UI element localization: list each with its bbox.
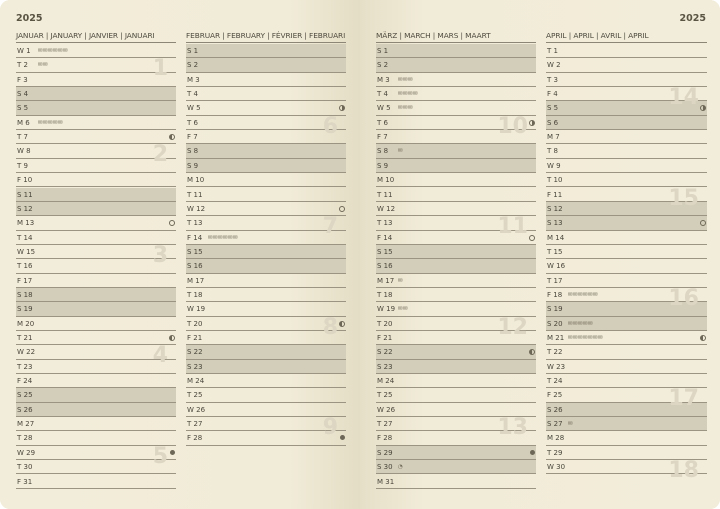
day-label: W 23 <box>547 362 566 371</box>
day-row <box>546 245 707 259</box>
day-row <box>546 259 707 273</box>
day-label: S 13 <box>547 219 563 228</box>
day-row <box>376 87 536 101</box>
day-label: S 15 <box>377 247 393 256</box>
day-label: F 14 <box>377 233 393 242</box>
day-row <box>16 188 176 202</box>
day-row <box>186 245 346 259</box>
day-label: T 23 <box>17 362 33 371</box>
day-label: M 6 <box>17 118 30 127</box>
day-label: F 4 <box>547 90 558 99</box>
day-label: W 12 <box>187 204 206 213</box>
day-label: T 7 <box>17 133 28 142</box>
holiday-markers: ✉✉✉✉✉✉ <box>568 291 599 298</box>
day-row <box>186 288 346 302</box>
day-row <box>376 173 536 187</box>
moon-phase-icon <box>169 134 175 140</box>
day-label: F 17 <box>17 276 33 285</box>
day-row <box>376 446 536 460</box>
day-label: S 26 <box>547 405 563 414</box>
day-label: M 13 <box>17 219 35 228</box>
day-row <box>546 331 707 345</box>
day-label: S 15 <box>187 247 203 256</box>
day-row <box>376 188 536 202</box>
day-label: W 30 <box>547 463 566 472</box>
day-label: S 26 <box>17 405 33 414</box>
day-label: W 19 <box>377 305 396 314</box>
day-row <box>546 216 707 230</box>
day-row <box>376 58 536 72</box>
week-number: 4 <box>152 343 168 369</box>
moon-phase-icon <box>529 235 535 241</box>
day-label: T 13 <box>377 219 393 228</box>
day-row <box>376 259 536 273</box>
moon-phase-icon <box>170 450 175 455</box>
moon-phase-icon <box>530 450 535 455</box>
holiday-markers: ✉✉ <box>38 62 49 69</box>
day-row <box>186 188 346 202</box>
day-label: T 13 <box>187 219 203 228</box>
holiday-markers: ✉✉✉✉✉ <box>38 119 64 126</box>
holiday-markers: ✉✉✉✉✉✉ <box>38 48 69 54</box>
week-number: 3 <box>152 242 168 268</box>
day-row <box>16 403 176 417</box>
day-label: W 1 <box>17 47 31 55</box>
day-label: W 15 <box>17 247 36 256</box>
day-row <box>16 374 176 388</box>
day-row <box>546 231 707 245</box>
day-label: M 17 <box>187 276 205 285</box>
day-label: S 9 <box>377 161 389 170</box>
day-label: S 1 <box>377 47 389 55</box>
day-label: S 5 <box>547 104 559 113</box>
week-number: 14 <box>668 85 699 111</box>
day-label: T 15 <box>547 247 563 256</box>
day-row <box>546 345 707 359</box>
week-number: 9 <box>322 415 338 441</box>
day-label: M 17 <box>377 276 395 285</box>
day-label: T 6 <box>377 118 388 127</box>
day-label: F 18 <box>547 290 563 299</box>
day-row <box>16 87 176 101</box>
day-label: W 2 <box>547 61 561 70</box>
month-header: APRIL | APRIL | AVRIL | APRIL <box>546 30 707 43</box>
week-number: 15 <box>668 185 699 211</box>
day-row <box>546 431 707 445</box>
holiday-markers: ✉✉✉✉ <box>398 91 419 98</box>
day-label: S 8 <box>187 147 199 156</box>
day-label: T 1 <box>547 47 558 55</box>
moon-phase-icon <box>339 206 345 212</box>
week-number: 12 <box>497 314 528 340</box>
day-label: S 4 <box>17 90 29 99</box>
day-row <box>186 58 346 72</box>
day-label: T 17 <box>547 276 563 285</box>
day-label: M 31 <box>377 477 395 486</box>
day-row <box>16 317 176 331</box>
day-row <box>186 173 346 187</box>
day-row <box>16 288 176 302</box>
day-label: W 9 <box>547 161 561 170</box>
moon-phase-icon <box>340 435 345 440</box>
day-row <box>186 274 346 288</box>
day-row <box>186 374 346 388</box>
day-label: S 23 <box>377 362 393 371</box>
day-label: W 29 <box>17 448 36 457</box>
day-label: T 11 <box>187 190 203 199</box>
day-label: W 22 <box>17 348 36 357</box>
week-number: 8 <box>322 314 338 340</box>
day-label: T 25 <box>187 391 203 400</box>
day-label: S 9 <box>187 161 199 170</box>
day-label: S 20 <box>547 319 563 328</box>
day-label: M 10 <box>377 176 395 185</box>
day-label: F 24 <box>17 377 33 386</box>
day-label: F 7 <box>377 133 388 142</box>
moon-phase-icon <box>169 220 175 226</box>
day-label: F 28 <box>187 434 203 443</box>
day-label: F 7 <box>187 133 198 142</box>
day-label: M 10 <box>187 176 205 185</box>
day-row <box>16 116 176 130</box>
week-number: 11 <box>497 214 528 240</box>
month-header: MÄRZ | MARCH | MARS | MAART <box>376 30 536 43</box>
day-label: T 16 <box>17 262 33 271</box>
day-label: F 31 <box>17 477 33 486</box>
day-row <box>546 360 707 374</box>
holiday-markers: ✉✉✉ <box>398 76 414 83</box>
week-number: 7 <box>322 214 338 240</box>
day-row <box>376 360 536 374</box>
moon-phase-icon <box>169 335 175 341</box>
holiday-markers: ✉✉ <box>398 306 409 313</box>
day-label: S 22 <box>377 348 393 357</box>
holiday-markers: ✉ <box>568 421 574 428</box>
moon-phase-icon <box>529 120 535 126</box>
day-label: S 25 <box>17 391 33 400</box>
day-label: M 24 <box>377 377 395 386</box>
day-label: S 27 <box>547 420 563 429</box>
day-row <box>186 388 346 402</box>
day-row <box>186 345 346 359</box>
day-row <box>376 475 536 489</box>
day-label: T 28 <box>17 434 33 443</box>
day-label: T 25 <box>377 391 393 400</box>
day-row <box>376 460 536 474</box>
day-label: S 22 <box>187 348 203 357</box>
day-label: W 5 <box>187 104 201 113</box>
day-row <box>186 144 346 158</box>
day-label: S 11 <box>17 190 33 199</box>
day-row <box>546 144 707 158</box>
day-label: T 30 <box>17 463 33 472</box>
day-label: S 12 <box>547 204 563 213</box>
day-label: T 14 <box>17 233 33 242</box>
day-label: T 24 <box>547 377 563 386</box>
day-label: T 3 <box>547 75 558 84</box>
moon-phase-icon <box>529 349 535 355</box>
day-label: F 21 <box>377 334 393 342</box>
day-label: M 20 <box>17 319 35 328</box>
day-label: W 26 <box>187 405 206 414</box>
week-number: 10 <box>497 113 528 139</box>
day-label: F 11 <box>547 190 563 199</box>
holiday-markers: ✉✉✉✉✉✉ <box>208 234 239 241</box>
day-row <box>546 417 707 431</box>
day-row <box>376 388 536 402</box>
week-number: 13 <box>497 415 528 441</box>
holiday-markers: ✉ <box>398 277 404 284</box>
day-label: S 16 <box>377 262 393 271</box>
day-row <box>376 345 536 359</box>
day-row <box>16 216 176 230</box>
holiday-markers: ✉✉✉ <box>398 105 414 112</box>
day-label: M 28 <box>547 434 565 443</box>
day-label: M 3 <box>377 75 390 84</box>
day-label: M 24 <box>187 377 205 386</box>
day-label: T 4 <box>377 90 388 99</box>
day-label: T 29 <box>547 448 563 457</box>
day-row <box>16 388 176 402</box>
day-row <box>186 44 346 58</box>
day-label: T 8 <box>547 147 558 156</box>
day-row <box>186 259 346 273</box>
day-row <box>186 360 346 374</box>
day-row <box>16 302 176 316</box>
day-label: F 14 <box>187 233 203 242</box>
day-label: S 16 <box>187 262 203 271</box>
day-label: S 8 <box>377 147 389 156</box>
week-number: 5 <box>152 443 168 469</box>
day-label: W 8 <box>17 147 31 156</box>
holiday-markers: ✉✉✉✉✉ <box>568 320 594 327</box>
day-label: S 1 <box>187 47 199 55</box>
day-label: S 29 <box>377 448 393 457</box>
day-label: S 19 <box>547 305 563 314</box>
day-row <box>546 159 707 173</box>
day-label: T 4 <box>187 90 198 99</box>
day-label: T 22 <box>547 348 563 357</box>
moon-phase-icon <box>339 105 345 111</box>
day-label: T 18 <box>187 290 203 299</box>
day-label: T 20 <box>377 319 393 328</box>
day-label: M 27 <box>17 420 35 429</box>
day-label: T 20 <box>187 319 203 328</box>
moon-phase-icon <box>700 335 706 341</box>
day-row <box>376 288 536 302</box>
day-row <box>376 274 536 288</box>
day-label: W 12 <box>377 204 396 213</box>
day-row <box>16 475 176 489</box>
day-row <box>186 87 346 101</box>
moon-phase-icon <box>700 220 706 226</box>
day-label: T 10 <box>547 176 563 185</box>
holiday-markers: ✉ <box>398 148 404 155</box>
day-row <box>546 130 707 144</box>
week-number: 18 <box>668 458 699 484</box>
day-row <box>16 101 176 115</box>
day-label: S 5 <box>17 104 29 113</box>
day-label: T 21 <box>17 334 33 342</box>
day-label: S 30 <box>377 463 393 472</box>
day-row <box>186 73 346 87</box>
day-label: T 2 <box>17 61 28 70</box>
day-row <box>376 374 536 388</box>
holiday-markers: ✉✉✉✉✉✉✉ <box>568 335 604 341</box>
month-header: FEBRUAR | FEBRUARY | FÉVRIER | FEBRUARI <box>186 30 346 43</box>
day-label: W 5 <box>377 104 391 113</box>
day-label: F 10 <box>17 176 33 185</box>
day-label: M 3 <box>187 75 200 84</box>
year-label-left: 2025 <box>16 13 43 24</box>
week-number: 1 <box>152 56 168 82</box>
day-label: T 6 <box>187 118 198 127</box>
day-row <box>16 274 176 288</box>
week-number: 2 <box>152 142 168 168</box>
holiday-markers: ◔ <box>398 464 404 471</box>
day-row <box>16 202 176 216</box>
day-row <box>376 144 536 158</box>
day-label: T 18 <box>377 290 393 299</box>
day-label: M 21 <box>547 334 565 342</box>
day-label: T 27 <box>187 420 203 429</box>
day-label: F 28 <box>377 434 393 443</box>
day-row <box>546 116 707 130</box>
day-label: T 11 <box>377 190 393 199</box>
day-label: F 25 <box>547 391 563 400</box>
week-number: 17 <box>668 386 699 412</box>
day-label: M 7 <box>547 133 560 142</box>
day-row <box>376 159 536 173</box>
day-label: T 27 <box>377 420 393 429</box>
day-row <box>376 44 536 58</box>
week-number: 16 <box>668 285 699 311</box>
week-number: 6 <box>322 113 338 139</box>
day-row <box>546 44 707 58</box>
day-label: S 2 <box>377 61 389 70</box>
day-row <box>546 58 707 72</box>
day-row <box>376 245 536 259</box>
day-label: W 26 <box>377 405 396 414</box>
day-label: S 23 <box>187 362 203 371</box>
month-header: JANUAR | JANUARY | JANVIER | JANUARI <box>16 30 176 43</box>
day-label: W 19 <box>187 305 206 314</box>
right-page <box>360 0 720 509</box>
day-label: S 18 <box>17 290 33 299</box>
day-row <box>186 159 346 173</box>
day-label: T 9 <box>17 161 28 170</box>
day-row <box>16 417 176 431</box>
day-label: S 6 <box>547 118 559 127</box>
day-label: S 2 <box>187 61 199 70</box>
moon-phase-icon <box>339 321 345 327</box>
year-label-right: 2025 <box>679 13 706 24</box>
day-label: M 14 <box>547 233 565 242</box>
day-row <box>16 173 176 187</box>
day-label: F 21 <box>187 334 203 342</box>
day-label: S 19 <box>17 305 33 314</box>
moon-phase-icon <box>700 105 706 111</box>
day-label: W 16 <box>547 262 566 271</box>
day-row <box>376 73 536 87</box>
day-row <box>546 317 707 331</box>
day-label: S 12 <box>17 204 33 213</box>
day-label: F 3 <box>17 75 28 84</box>
